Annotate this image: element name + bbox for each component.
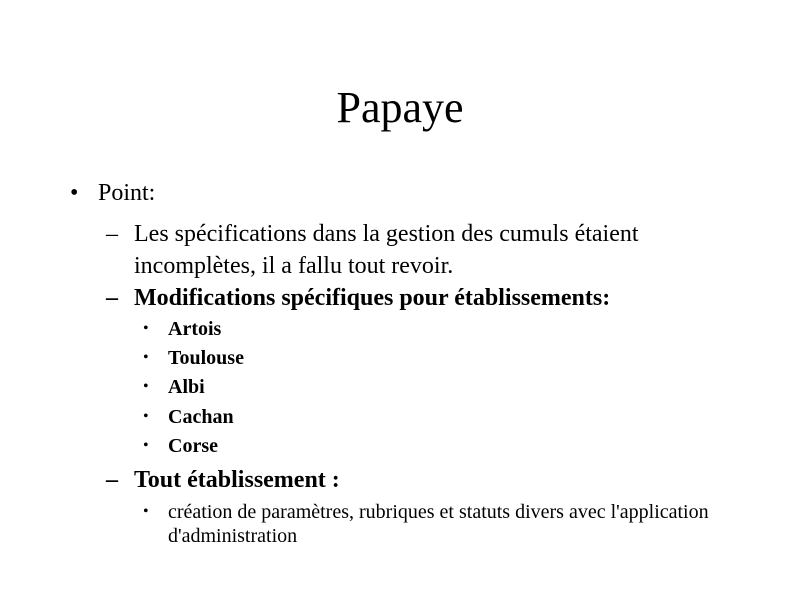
list-item: Artois <box>168 318 222 340</box>
list-item: Toulouse <box>168 347 244 369</box>
bullet-icon: • <box>143 408 149 425</box>
dash-icon: – <box>106 221 118 247</box>
modifications-heading: Modifications spécifiques pour établissements: <box>134 285 611 311</box>
list-item: Corse <box>168 435 218 457</box>
point-label: Point: <box>98 180 156 206</box>
bullet-icon: • <box>143 320 149 337</box>
list-item: Albi <box>168 376 205 398</box>
dash-icon: – <box>106 467 118 493</box>
bullet-icon: • <box>143 349 149 366</box>
tout-etablissement-heading: Tout établissement : <box>134 467 340 493</box>
list-item: Cachan <box>168 406 234 428</box>
bullet-icon: • <box>143 437 149 454</box>
dash-icon: – <box>106 285 118 311</box>
bullet-icon: • <box>143 378 149 395</box>
bullet-icon: • <box>143 503 149 520</box>
specifications-text: Les spécifications dans la gestion des cumuls étaient incomplètes, il a fallu tout revoir. <box>134 221 639 279</box>
slide-title: Papaye <box>336 83 464 132</box>
list-item: création de paramètres, rubriques et statuts divers avec l'application d'administration <box>168 501 709 547</box>
bullet-icon: • <box>70 180 79 206</box>
